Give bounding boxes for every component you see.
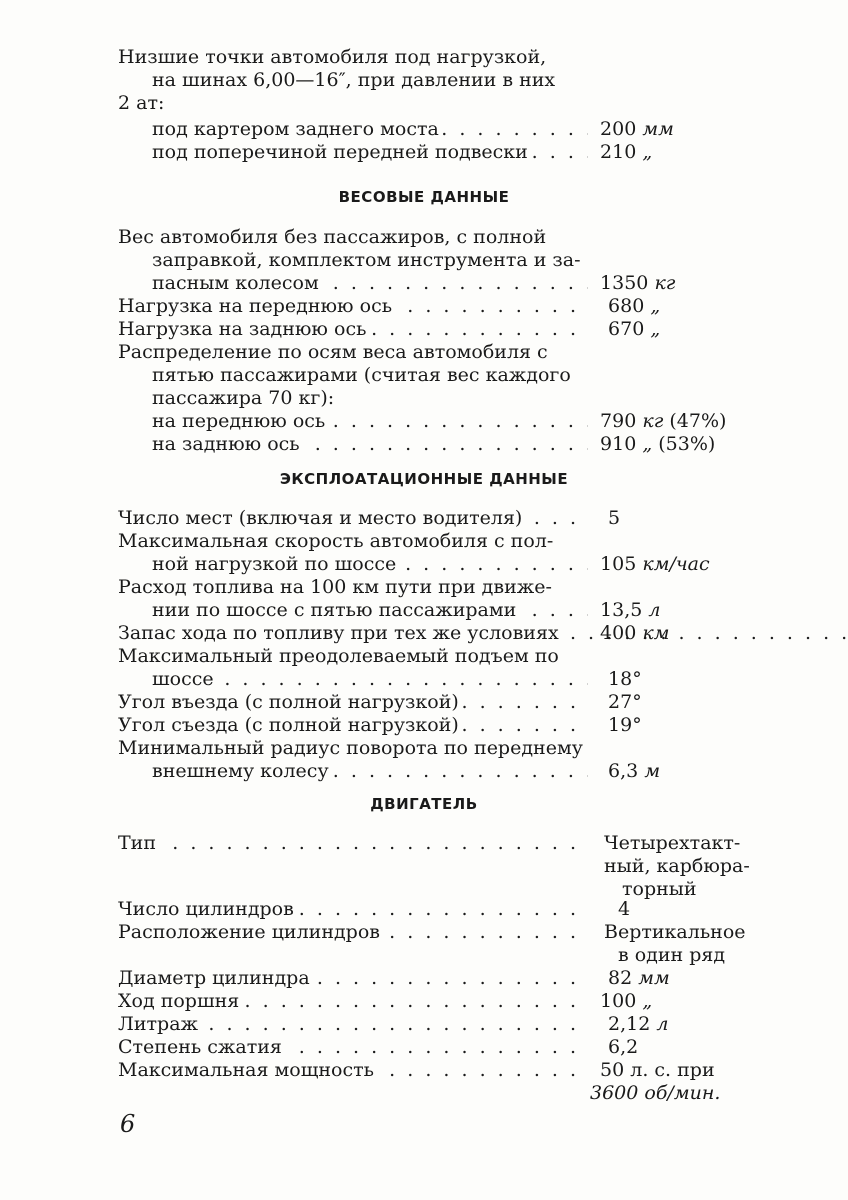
spec-row bbox=[118, 272, 758, 295]
spec-value: 910 bbox=[600, 433, 637, 455]
text-line: Расход топлива на 100 км пути при движе- bbox=[118, 576, 552, 598]
ground-clearance-section bbox=[118, 46, 758, 164]
spec-value: 5 bbox=[608, 507, 621, 529]
spec-label: Число цилиндров bbox=[118, 898, 298, 920]
engine-section-cont2 bbox=[118, 967, 758, 1082]
spec-unit: „ bbox=[642, 141, 653, 163]
spec-value: 1350 bbox=[600, 272, 649, 294]
spec-row bbox=[118, 318, 758, 341]
spec-row bbox=[118, 967, 758, 990]
spec-label: на заднюю ось bbox=[152, 433, 304, 455]
spec-unit: „ bbox=[642, 990, 653, 1012]
spec-label: Расположение цилиндров bbox=[118, 921, 384, 943]
spec-row bbox=[118, 433, 758, 456]
spec-value: 6,2 bbox=[608, 1036, 639, 1058]
spec-row bbox=[118, 1036, 758, 1059]
spec-label: Степень сжатия bbox=[118, 1036, 286, 1058]
spec-unit: кг bbox=[654, 272, 676, 294]
spec-value: в один ряд bbox=[618, 944, 726, 966]
operation-heading: ЭКСПЛОАТАЦИОННЫЕ ДАННЫЕ bbox=[279, 470, 569, 488]
spec-label: пасным колесом bbox=[152, 272, 323, 294]
text-line: Вес автомобиля без пассажиров, с полной bbox=[118, 226, 547, 248]
spec-value: 790 bbox=[600, 410, 637, 432]
spec-value: Четырехтакт- bbox=[604, 832, 741, 854]
spec-label: Запас хода по топливу при тех же условиях bbox=[118, 622, 563, 644]
spec-value: 2,12 bbox=[608, 1013, 651, 1035]
spec-label: нии по шоссе с пятью пассажирами bbox=[152, 599, 520, 621]
spec-unit: мм bbox=[642, 118, 674, 140]
engine-type-value bbox=[604, 832, 750, 901]
spec-row bbox=[118, 507, 758, 530]
spec-value: 27° bbox=[608, 691, 642, 713]
spec-row bbox=[118, 691, 758, 714]
spec-row bbox=[118, 1059, 758, 1082]
spec-row bbox=[118, 990, 758, 1013]
spec-label: Максимальная мощность bbox=[118, 1059, 378, 1081]
spec-row bbox=[118, 714, 758, 737]
text-line: Максимальный преодолеваемый подъем по bbox=[118, 645, 559, 667]
intro-line: на шинах 6,00—16″, при давлении в них bbox=[152, 69, 556, 91]
spec-value: 210 bbox=[600, 141, 637, 163]
spec-unit: л bbox=[648, 599, 661, 621]
weight-section bbox=[118, 226, 758, 456]
text-line: Максимальная скорость автомобиля с пол- bbox=[118, 530, 554, 552]
spec-label: под картером заднего моста bbox=[152, 118, 443, 140]
spec-unit: м bbox=[644, 760, 661, 782]
spec-unit: мм bbox=[638, 967, 670, 989]
spec-label: Тип bbox=[118, 832, 160, 854]
spec-value: 18° bbox=[608, 668, 642, 690]
spec-value: 4 bbox=[618, 898, 631, 920]
engine-heading: ДВИГАТЕЛЬ bbox=[370, 795, 478, 813]
spec-label: Число мест (включая и место водителя) bbox=[118, 507, 526, 529]
spec-value: Вертикальное bbox=[604, 921, 746, 943]
spec-percent: (47%) bbox=[669, 410, 727, 432]
spec-row bbox=[118, 553, 758, 576]
spec-label: Ход поршня bbox=[118, 990, 243, 1012]
spec-unit: „ bbox=[642, 433, 653, 455]
spec-row bbox=[118, 118, 758, 141]
spec-value: 13,5 bbox=[600, 599, 643, 621]
spec-unit: кг bbox=[642, 410, 664, 432]
cyl-layout-value bbox=[604, 921, 746, 967]
spec-percent: (53%) bbox=[658, 433, 716, 455]
spec-value: 50 л. с. при bbox=[600, 1059, 715, 1081]
spec-label: под поперечиной передней подвески bbox=[152, 141, 532, 163]
text-line: Минимальный радиус поворота по переднему bbox=[118, 737, 583, 759]
spec-value: 670 bbox=[608, 318, 645, 340]
spec-row bbox=[118, 599, 758, 622]
spec-value: 82 bbox=[608, 967, 633, 989]
spec-label: Нагрузка на заднюю ось bbox=[118, 318, 370, 340]
text-line: заправкой, комплектом инструмента и за- bbox=[152, 249, 581, 271]
spec-label: Угол съезда (с полной нагрузкой) bbox=[118, 714, 463, 736]
spec-row bbox=[118, 410, 758, 433]
spec-value: 400 bbox=[600, 622, 637, 644]
spec-label: Угол въезда (с полной нагрузкой) bbox=[118, 691, 463, 713]
spec-unit: „ bbox=[650, 318, 661, 340]
spec-unit: „ bbox=[650, 295, 661, 317]
spec-value: 105 bbox=[600, 553, 637, 575]
spec-label: на переднюю ось bbox=[152, 410, 329, 432]
intro-line: Низшие точки автомобиля под нагрузкой, bbox=[118, 46, 547, 68]
spec-value: ный, карбюра- bbox=[604, 855, 750, 877]
spec-value: 100 bbox=[600, 990, 637, 1012]
spec-value: 200 bbox=[600, 118, 637, 140]
spec-value: 19° bbox=[608, 714, 642, 736]
text-line: пассажира 70 кг): bbox=[152, 387, 335, 409]
spec-label: внешнему колесу bbox=[152, 760, 333, 782]
spec-label: шоссе bbox=[152, 668, 218, 690]
spec-value: торный bbox=[622, 878, 697, 900]
text-line: пятью пассажирами (считая вес каждого bbox=[152, 364, 571, 386]
spec-label: Нагрузка на переднюю ось bbox=[118, 295, 396, 317]
spec-label: Диаметр цилиндра bbox=[118, 967, 314, 989]
spec-unit: км bbox=[642, 622, 670, 644]
text-line: Распределение по осям веса автомобиля с bbox=[118, 341, 548, 363]
power-rpm: 3600 об/мин. bbox=[590, 1082, 721, 1104]
weight-heading: ВЕСОВЫЕ ДАННЫЕ bbox=[338, 188, 510, 206]
spec-unit: л bbox=[656, 1013, 669, 1035]
spec-value: 6,3 bbox=[608, 760, 639, 782]
spec-row bbox=[118, 898, 758, 921]
operation-section bbox=[118, 507, 758, 783]
spec-row bbox=[118, 295, 758, 318]
spec-row bbox=[118, 1013, 758, 1036]
spec-row bbox=[118, 668, 758, 691]
intro-line: 2 ат: bbox=[118, 92, 165, 114]
spec-value: 680 bbox=[608, 295, 645, 317]
spec-row bbox=[118, 141, 758, 164]
spec-row bbox=[118, 760, 758, 783]
spec-unit: км/час bbox=[642, 553, 710, 575]
spec-label: Литраж bbox=[118, 1013, 202, 1035]
spec-row bbox=[118, 622, 758, 645]
spec-label: ной нагрузкой по шоссе bbox=[152, 553, 400, 575]
page-number: 6 bbox=[120, 1110, 136, 1138]
